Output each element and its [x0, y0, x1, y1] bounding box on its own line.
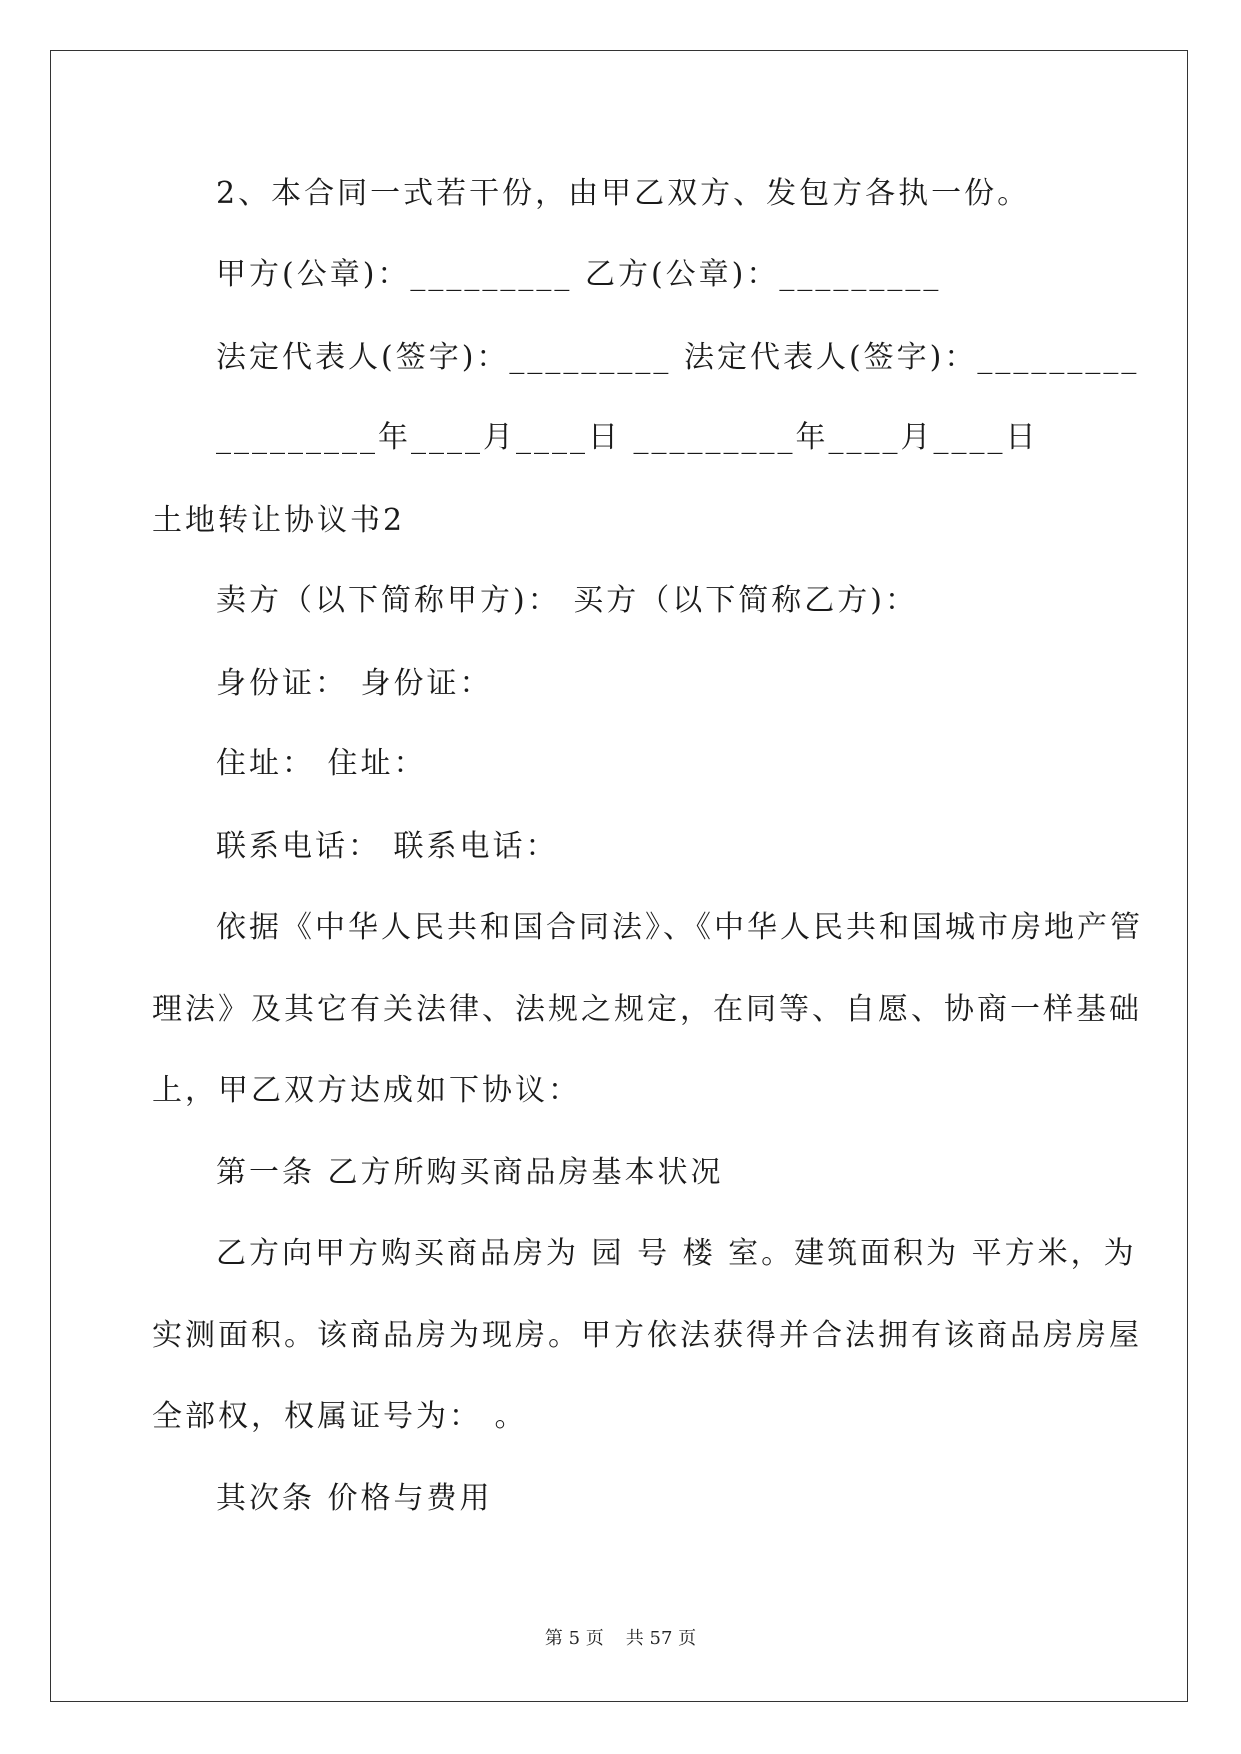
page-number: 第 5 页: [544, 1628, 604, 1649]
page-border: [50, 50, 1188, 1702]
article-1-heading: 第一条 乙方所购买商品房基本状况: [216, 1155, 724, 1190]
paragraph-basis-line-3: 上，甲乙双方达成如下协议：: [152, 1073, 581, 1108]
page-total: 共 57 页: [625, 1628, 697, 1649]
clause-copies: 2、本合同一式若干份，由甲乙双方、发包方各执一份。: [216, 176, 1031, 211]
article-1-line-3: 全部权，权属证号为： 。: [152, 1399, 528, 1434]
signature-line: 法定代表人(签字)：_________ 法定代表人(签字)：_________: [216, 340, 1140, 375]
date-line: _________年____月____日 _________年____月____日: [216, 420, 1039, 455]
id-card-line: 身份证： 身份证：: [216, 666, 493, 701]
article-1-line-1: 乙方向甲方购买商品房为 园 号 楼 室。建筑面积为 平方米，为: [216, 1236, 1137, 1271]
article-2-heading: 其次条 价格与费用: [216, 1481, 493, 1516]
paragraph-basis-line-2: 理法》及其它有关法律、法规之规定，在同等、自愿、协商一样基础: [152, 992, 1142, 1027]
parties-line: 卖方（以下简称甲方)： 买方（以下简称乙方)：: [216, 583, 918, 618]
paragraph-basis-line-1: 依据《中华人民共和国合同法》、《中华人民共和国城市房地产管: [216, 910, 1143, 945]
phone-line: 联系电话： 联系电话：: [216, 829, 559, 864]
seal-line: 甲方(公章)：_________ 乙方(公章)：_________: [216, 257, 942, 292]
page-footer: [0, 1628, 1241, 1650]
section-title: 土地转让协议书2: [152, 503, 406, 538]
address-line: 住址： 住址：: [216, 746, 427, 781]
article-1-line-2: 实测面积。该商品房为现房。甲方依法获得并合法拥有该商品房房屋: [152, 1318, 1142, 1353]
